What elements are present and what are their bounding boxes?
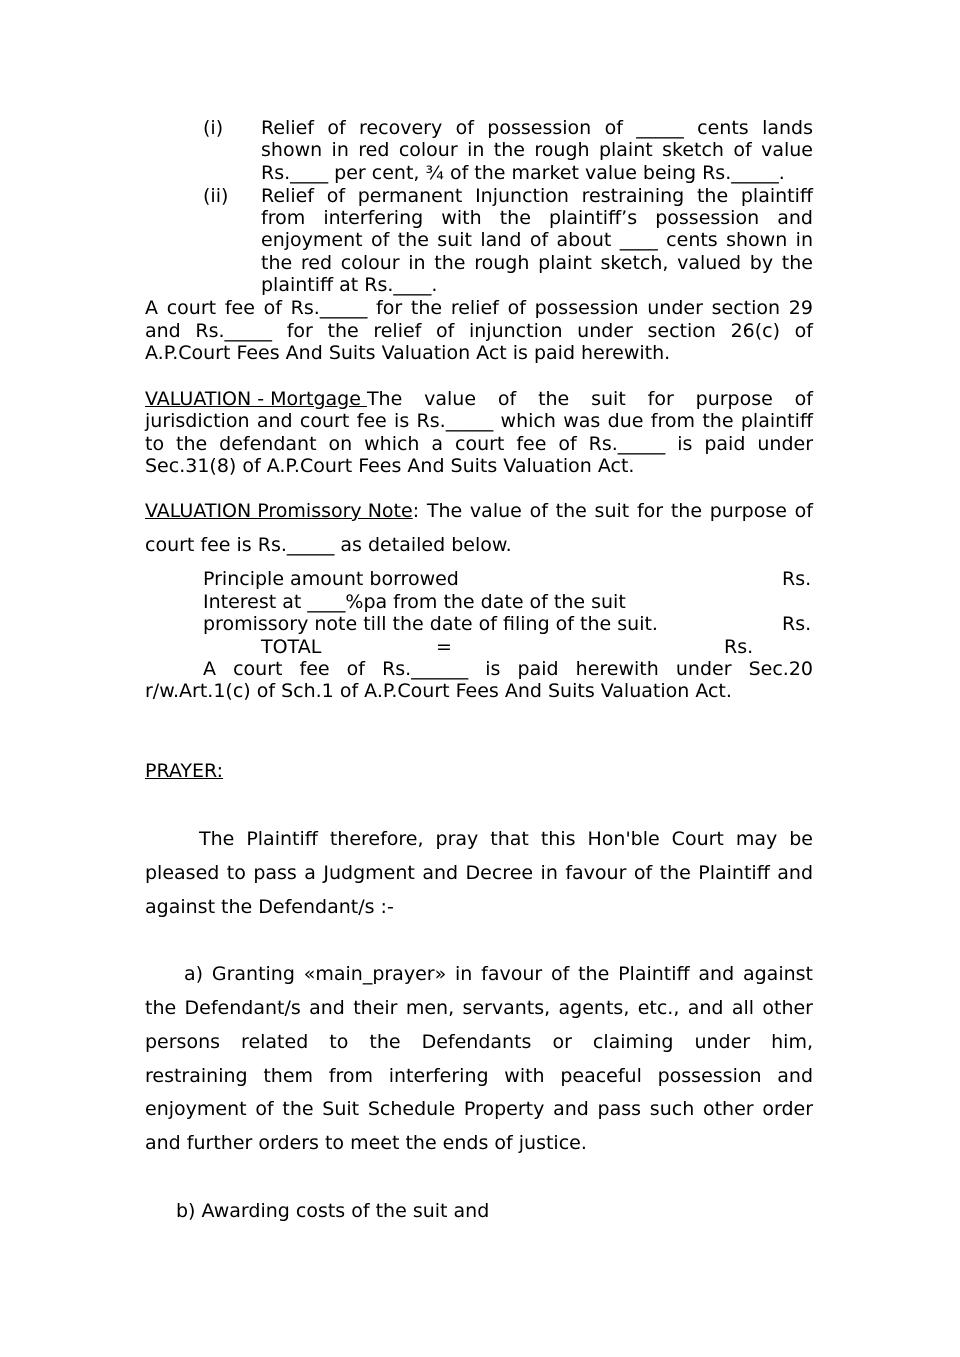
principal-rs: Rs. — [782, 568, 812, 590]
court-fee-line-2: and Rs._____ for the relief of injunction under section 26(c) of — [145, 320, 813, 342]
prayer-intro-line-1: The Plaintiff therefore, pray that this Hon'ble Court may be — [199, 828, 813, 850]
promissory-fee-line-2: r/w.Art.1(c) of Sch.1 of A.P.Court Fees And Suits Valuation Act. — [145, 680, 732, 702]
prayer-a-line-2: the Defendant/s and their men, servants, agents, etc., and all other — [145, 997, 813, 1019]
mortgage-line-1-rest: The value of the suit for purpose of — [366, 388, 813, 410]
relief-ii-number: (ii) — [203, 185, 229, 207]
relief-i-line-1: Relief of recovery of possession of _____ cents lands — [261, 117, 813, 139]
interest-rs: Rs. — [782, 613, 812, 635]
interest-line-2: promissory note till the date of filing of the suit. — [203, 613, 658, 635]
prayer-a-line-4: restraining them from interfering with peaceful possession and — [145, 1065, 813, 1087]
promissory-line-1-rest: : The value of the suit for the purpose of — [412, 500, 813, 522]
principal-label: Principle amount borrowed — [203, 568, 459, 590]
total-rs: Rs. — [724, 636, 754, 658]
court-fee-line-3: A.P.Court Fees And Suits Valuation Act is paid herewith. — [145, 342, 671, 364]
promissory-fee-line-1: A court fee of Rs.______ is paid herewith under Sec.20 — [203, 658, 813, 680]
relief-i-number: (i) — [203, 117, 224, 139]
prayer-a-line-1: a) Granting «main_prayer» in favour of the Plaintiff and against — [184, 963, 813, 985]
relief-ii-line-4: the red colour in the rough plaint sketch, valued by the — [261, 252, 813, 274]
mortgage-line-3: to the defendant on which a court fee of Rs._____ is paid under — [145, 433, 813, 455]
mortgage-line-2: jurisdiction and court fee is Rs._____ which was due from the plaintiff — [145, 410, 813, 432]
prayer-b-line: b) Awarding costs of the suit and — [176, 1200, 490, 1222]
relief-ii-line-1: Relief of permanent Injunction restraining the plaintiff — [261, 185, 813, 207]
prayer-a-line-5: enjoyment of the Suit Schedule Property and pass such other order — [145, 1098, 813, 1120]
mortgage-heading: VALUATION - Mortgage — [145, 388, 367, 410]
court-fee-line-1: A court fee of Rs._____ for the relief of possession under section 29 — [145, 297, 813, 319]
prayer-a-line-3: persons related to the Defendants or claiming under him, — [145, 1031, 813, 1053]
promissory-line-2: court fee is Rs._____ as detailed below. — [145, 534, 512, 556]
prayer-heading: PRAYER: — [145, 760, 224, 782]
relief-ii-line-2: from interfering with the plaintiff’s possession and — [261, 207, 813, 229]
interest-line-1: Interest at ____%pa from the date of the suit — [203, 591, 626, 613]
promissory-line-1 — [145, 500, 813, 522]
relief-ii-line-5: plaintiff at Rs.____. — [261, 274, 438, 296]
mortgage-line-1 — [145, 388, 813, 410]
prayer-intro-line-2: pleased to pass a Judgment and Decree in favour of the Plaintiff and — [145, 862, 813, 884]
relief-ii-line-3: enjoyment of the suit land of about ____ cents shown in — [261, 229, 813, 251]
prayer-a-line-6: and further orders to meet the ends of justice. — [145, 1132, 587, 1154]
prayer-intro-line-3: against the Defendant/s :- — [145, 896, 394, 918]
relief-i-line-2: shown in red colour in the rough plaint sketch of value — [261, 139, 813, 161]
total-label: TOTAL — [261, 636, 322, 658]
mortgage-line-4: Sec.31(8) of A.P.Court Fees And Suits Valuation Act. — [145, 455, 635, 477]
promissory-heading: VALUATION Promissory Note — [145, 500, 413, 522]
relief-i-line-3: Rs.____ per cent, ¾ of the market value being Rs._____. — [261, 162, 785, 184]
total-equals: = — [436, 636, 452, 658]
